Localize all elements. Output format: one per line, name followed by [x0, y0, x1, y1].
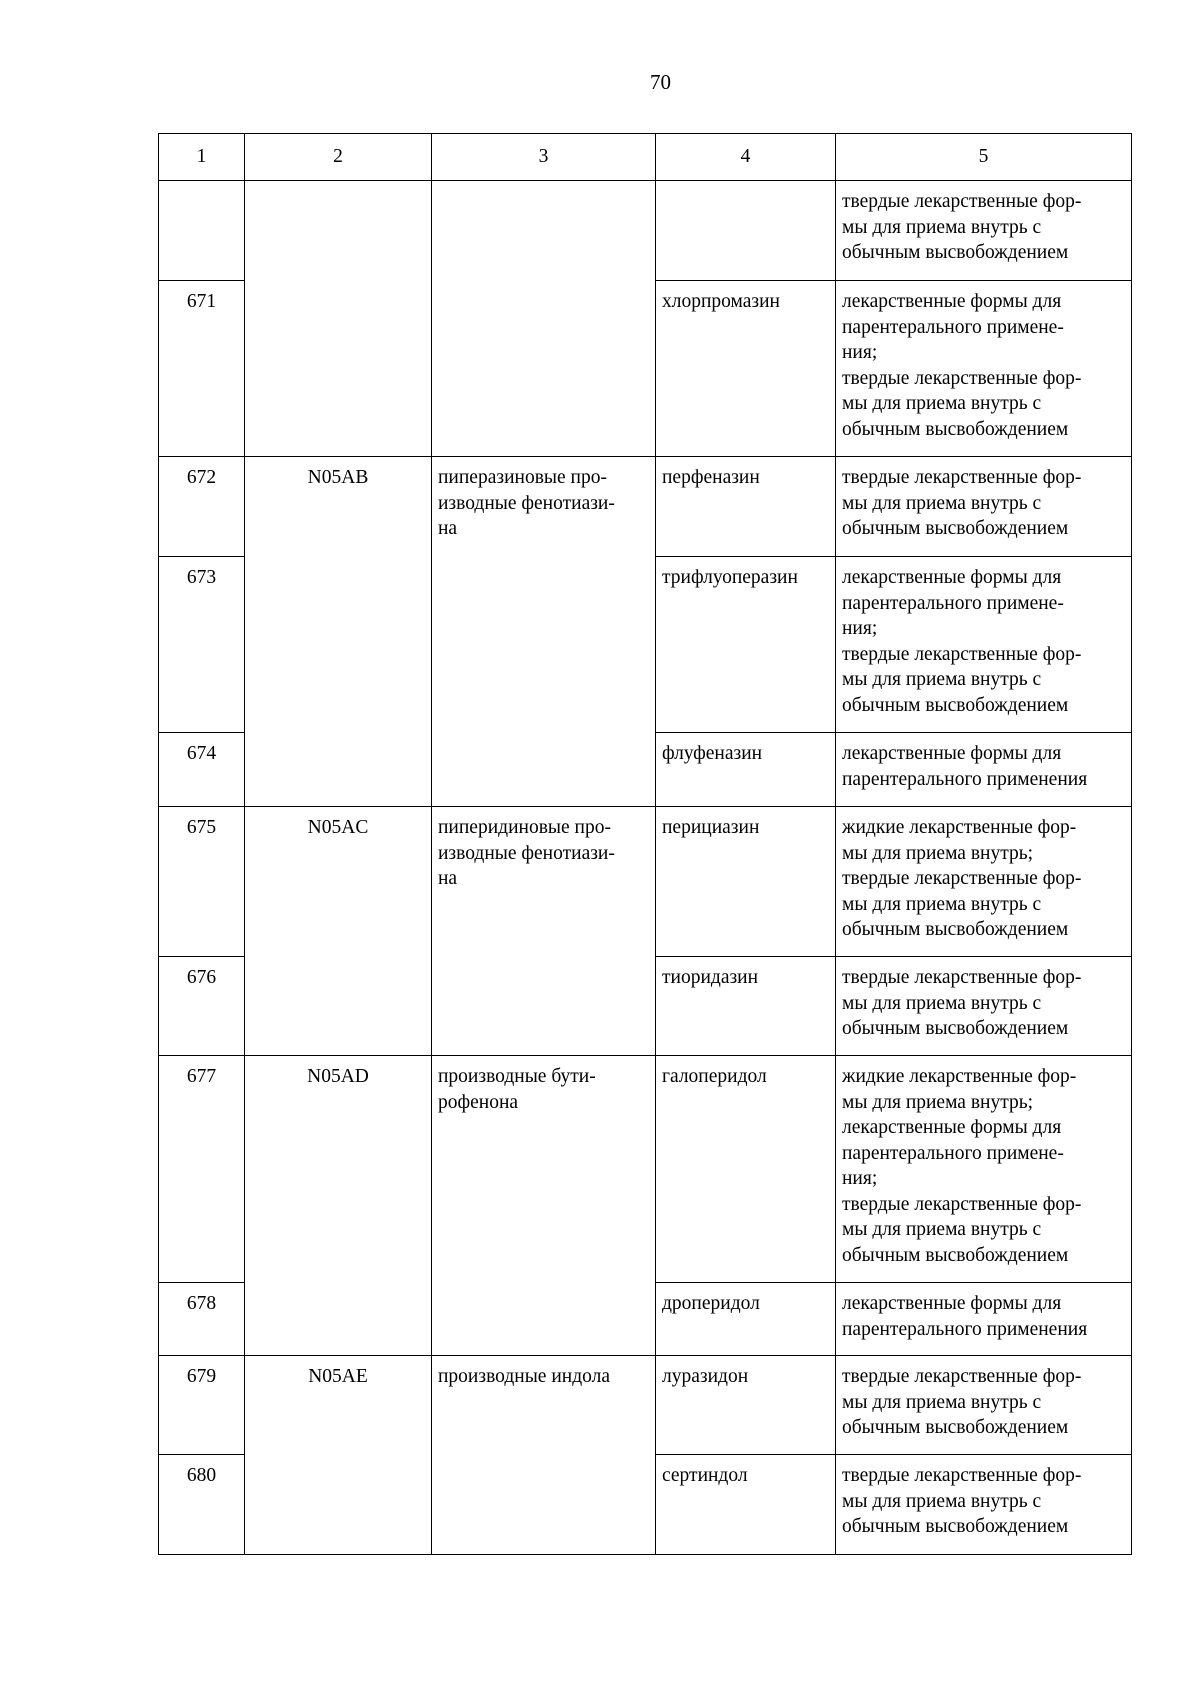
forms-line: твердые лекарственные фор- — [842, 1366, 1082, 1387]
forms-line: мы для приема внутрь с — [842, 216, 1042, 238]
group-name — [432, 457, 656, 807]
row-number: 672 — [159, 457, 245, 557]
forms-line: парентерального примене- — [842, 1142, 1064, 1164]
forms-line: лекарственные формы для — [842, 1293, 1062, 1314]
column-header: 2 — [245, 134, 432, 181]
forms-line: лекарственные формы для — [842, 291, 1062, 312]
forms-line: мы для приема внутрь; — [842, 842, 1034, 864]
forms-line: твердые лекарственные фор- — [842, 1193, 1082, 1215]
forms-line: мы для приема внутрь; — [842, 1091, 1034, 1113]
forms-line: твердые лекарственные фор- — [842, 1465, 1082, 1486]
drug-name: сертиндол — [656, 1455, 836, 1555]
forms-line: парентерального примене- — [842, 592, 1064, 614]
dosage-forms — [836, 1356, 1132, 1455]
atc-code: N05AC — [245, 807, 432, 1056]
drug-name: хлорпромазин — [656, 281, 836, 457]
dosage-forms — [836, 1455, 1132, 1555]
group-line: изводные фенотиази- — [438, 842, 615, 864]
forms-line: лекарственные формы для — [842, 743, 1062, 764]
drug-name: флуфеназин — [656, 733, 836, 807]
drug-name: перфеназин — [656, 457, 836, 557]
atc-code: N05AE — [245, 1356, 432, 1555]
forms-line: мы для приема внутрь с — [842, 669, 1042, 690]
forms-line: ния; — [842, 342, 878, 363]
row-number: 675 — [159, 807, 245, 957]
drug-name — [656, 181, 836, 281]
forms-line: твердые лекарственные фор- — [842, 191, 1082, 212]
column-header: 4 — [656, 134, 836, 181]
drug-name: дроперидол — [656, 1283, 836, 1356]
column-header: 1 — [159, 134, 245, 181]
dosage-forms — [836, 557, 1132, 733]
drug-table — [158, 133, 1132, 1555]
forms-line: мы для приема внутрь с — [842, 1391, 1042, 1413]
group-line: пиперазиновые про- — [438, 467, 607, 488]
forms-line: парентерального применения — [842, 768, 1088, 790]
row-number: 679 — [159, 1356, 245, 1455]
forms-line: лекарственные формы для — [842, 567, 1062, 588]
dosage-forms — [836, 181, 1132, 281]
drug-name: перициазин — [656, 807, 836, 957]
forms-line: мы для приема внутрь с — [842, 893, 1042, 915]
dosage-forms — [836, 1056, 1132, 1283]
forms-line: мы для приема внутрь с — [842, 492, 1042, 514]
header-row — [159, 134, 1132, 181]
forms-line: парентерального применения — [842, 1318, 1088, 1340]
drug-name: тиоридазин — [656, 957, 836, 1056]
row-number: 678 — [159, 1283, 245, 1356]
row-number — [159, 181, 245, 281]
atc-code: N05AB — [245, 457, 432, 807]
group-line: производные индола — [438, 1366, 610, 1387]
dosage-forms — [836, 281, 1132, 457]
forms-line: обычным высвобождением — [842, 1018, 1069, 1039]
drug-name: галоперидол — [656, 1056, 836, 1283]
forms-line: жидкие лекарственные фор- — [842, 817, 1077, 838]
forms-line: обычным высвобождением — [842, 1417, 1069, 1438]
forms-line: парентерального примене- — [842, 316, 1064, 338]
table-row — [159, 1056, 1132, 1283]
forms-line: мы для приема внутрь с — [842, 393, 1042, 414]
group-name — [432, 1356, 656, 1555]
forms-line: обычным высвобождением — [842, 418, 1069, 440]
row-number: 673 — [159, 557, 245, 733]
forms-line: твердые лекарственные фор- — [842, 967, 1082, 988]
forms-line: твердые лекарственные фор- — [842, 643, 1082, 665]
forms-line: ния; — [842, 1168, 878, 1189]
group-line: рофенона — [438, 1091, 519, 1113]
drug-name: луразидон — [656, 1356, 836, 1455]
row-number: 680 — [159, 1455, 245, 1555]
group-name — [432, 1056, 656, 1356]
forms-line: обычным высвобождением — [842, 1244, 1069, 1266]
forms-line: твердые лекарственные фор- — [842, 367, 1082, 389]
dosage-forms — [836, 957, 1132, 1056]
row-number: 676 — [159, 957, 245, 1056]
group-line: изводные фенотиази- — [438, 492, 615, 514]
atc-code — [245, 181, 432, 457]
dosage-forms — [836, 457, 1132, 557]
column-header: 5 — [836, 134, 1132, 181]
dosage-forms — [836, 1283, 1132, 1356]
group-name — [432, 181, 656, 457]
dosage-forms — [836, 733, 1132, 807]
forms-line: обычным высвобождением — [842, 919, 1069, 940]
forms-line: обычным высвобождением — [842, 242, 1069, 263]
forms-line: мы для приема внутрь с — [842, 992, 1042, 1014]
forms-line: мы для приема внутрь с — [842, 1490, 1042, 1512]
group-line: пиперидиновые про- — [438, 817, 611, 838]
row-number: 674 — [159, 733, 245, 807]
group-line: на — [438, 868, 458, 889]
forms-line: обычным высвобождением — [842, 694, 1069, 716]
forms-line: лекарственные формы для — [842, 1117, 1062, 1138]
forms-line: обычным высвобождением — [842, 1516, 1069, 1537]
table-row — [159, 807, 1132, 957]
forms-line: жидкие лекарственные фор- — [842, 1066, 1077, 1087]
table-row — [159, 181, 1132, 281]
page-number: 70 — [650, 70, 671, 94]
table-row — [159, 1356, 1132, 1455]
forms-line: мы для приема внутрь с — [842, 1219, 1042, 1240]
group-name — [432, 807, 656, 1056]
atc-code: N05AD — [245, 1056, 432, 1356]
row-number: 677 — [159, 1056, 245, 1283]
group-line: производные бути- — [438, 1066, 596, 1087]
column-header: 3 — [432, 134, 656, 181]
drug-name: трифлуоперазин — [656, 557, 836, 733]
forms-line: твердые лекарственные фор- — [842, 868, 1082, 889]
forms-line: обычным высвобождением — [842, 518, 1069, 539]
forms-line: твердые лекарственные фор- — [842, 467, 1082, 488]
forms-line: ния; — [842, 618, 878, 639]
dosage-forms — [836, 807, 1132, 957]
row-number: 671 — [159, 281, 245, 457]
table-row — [159, 457, 1132, 557]
group-line: на — [438, 518, 458, 539]
